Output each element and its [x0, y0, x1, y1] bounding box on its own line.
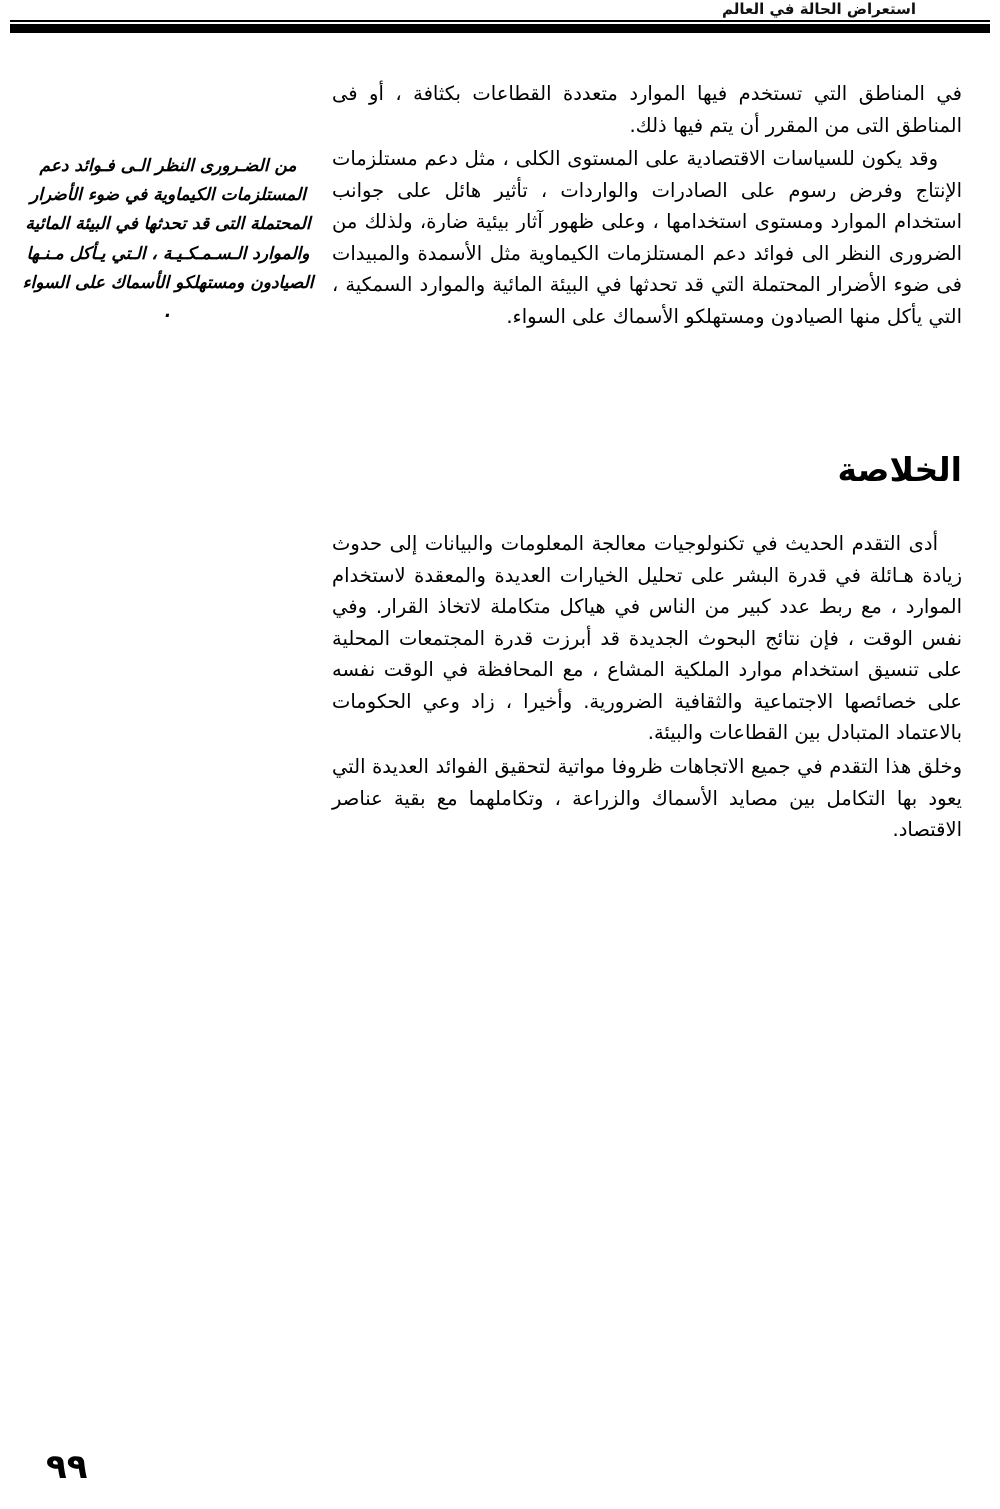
main-text-column: [332, 78, 962, 335]
page-number: ٩٩: [46, 1447, 88, 1487]
running-header: [0, 0, 1000, 34]
header-rule-thick: [10, 24, 990, 33]
body-paragraph: وقد يكون للسياسات الاقتصادية على المستوى الكلى ، مثل دعم مستلزمات الإنتاج وفرض رسوم على الصادرات والواردات ، تأثير هائل على جوانب استخدام الموارد ومستوى استخدامها ، وعلى ظهور آثار بيئية ضارة، ولذلك من الضرورى النظر الى فوائد دعم المستلزمات الكيماوية مثل الأسمدة والمبيدات فى ضوء الأضرار المحتملة التي قد تحدثها في البيئة المائية والموارد السمكية ، التي يأكل منها الصيادون ومستهلكو الأسماك على السواء.: [332, 147, 962, 329]
running-header-title: استعراض الحالة في العالم: [721, 0, 916, 18]
pull-quote: من الضـرورى النظر الـى فـوائد دعم المستلزمات الكيماوية في ضوء الأضرار المحتملة التى قد تحدثها في البيئة المائية والموارد الـسـمـكـيـة ، الـتي يـأكل مـنـها الصيادون ومستهلكو الأسماك على السواء .: [22, 156, 314, 323]
summary-paragraph: وخلق هذا التقدم في جميع الاتجاهات ظروفا مواتية لتحقيق الفوائد العديدة التي يعود بها التكامل بين مصايد الأسماك والزراعة ، وتكاملهما مع بقية عناصر الاقتصاد.: [332, 755, 962, 842]
body-paragraph: في المناطق التي تستخدم فيها الموارد متعددة القطاعات بكثافة ، أو فى المناطق التى من المقرر أن يتم فيها ذلك.: [332, 82, 962, 137]
summary-paragraph: أدى التقدم الحديث في تكنولوجيات معالجة المعلومات والبيانات إلى حدوث زيادة هـائلة في قدرة البشر على تحليل الخيارات العديدة والمعقدة لاستخدام الموارد ، مع ربط عدد كبير من الناس في هياكل متكاملة لاتخاذ القرار. وفي نفس الوقت ، فإن نتائج البحوث الجديدة قد أبرزت قدرة المجتمعات المحلية على تنسيق استخدام موارد الملكية المشاع ، مع المحافظة في الوقت نفسه على خصائصها الاجتماعية والثقافية الضرورية. وأخيرا ، زاد وعي الحكومات بالاعتماد المتبادل بين القطاعات والبيئة.: [332, 532, 962, 745]
header-rule-thin: [10, 20, 990, 22]
section-heading: الخلاصة: [837, 450, 962, 489]
summary-section: [332, 528, 962, 848]
